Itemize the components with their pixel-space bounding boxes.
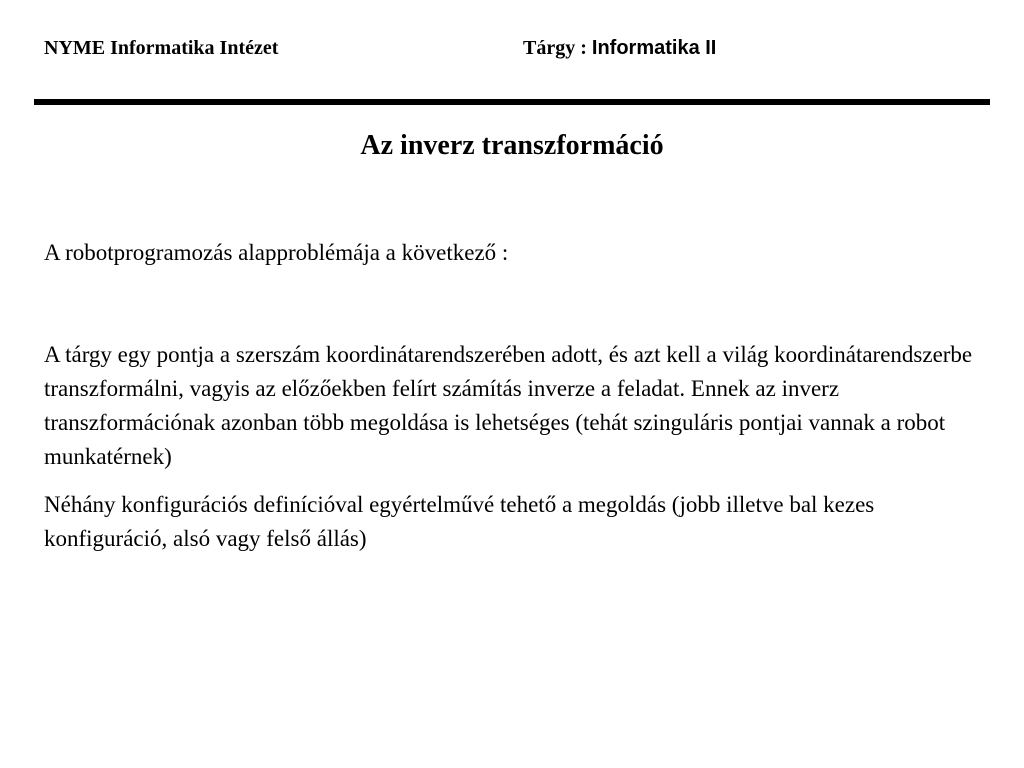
paragraph-2: Néhány konfigurációs definícióval egyértelművé tehető a megoldás (jobb illetve bal kezes konfiguráció, alsó vagy felső állás) — [44, 492, 875, 551]
subject-header — [523, 35, 716, 61]
intro-text: A robotprogramozás alapproblémája a következő : — [44, 240, 509, 265]
header-divider — [34, 99, 990, 105]
subject-name: Informatika II — [591, 37, 717, 59]
slide-title: Az inverz transzformáció — [360, 130, 664, 161]
slide-content — [44, 236, 994, 556]
paragraph-1: A tárgy egy pontja a szerszám koordinátarendszerében adott, és azt kell a világ koordinátarendszerbe transzformálni, vagyis az előzőekben felírt számítás inverze a feladat. Ennek az inverz transzformációnak azonban több megoldása is lehetséges (tehát szinguláris pontjai vannak a robot munkatérnek) — [44, 342, 973, 469]
institute-name: NYME Informatika Intézet — [44, 37, 279, 59]
subject-label: Tárgy : — [523, 37, 587, 59]
